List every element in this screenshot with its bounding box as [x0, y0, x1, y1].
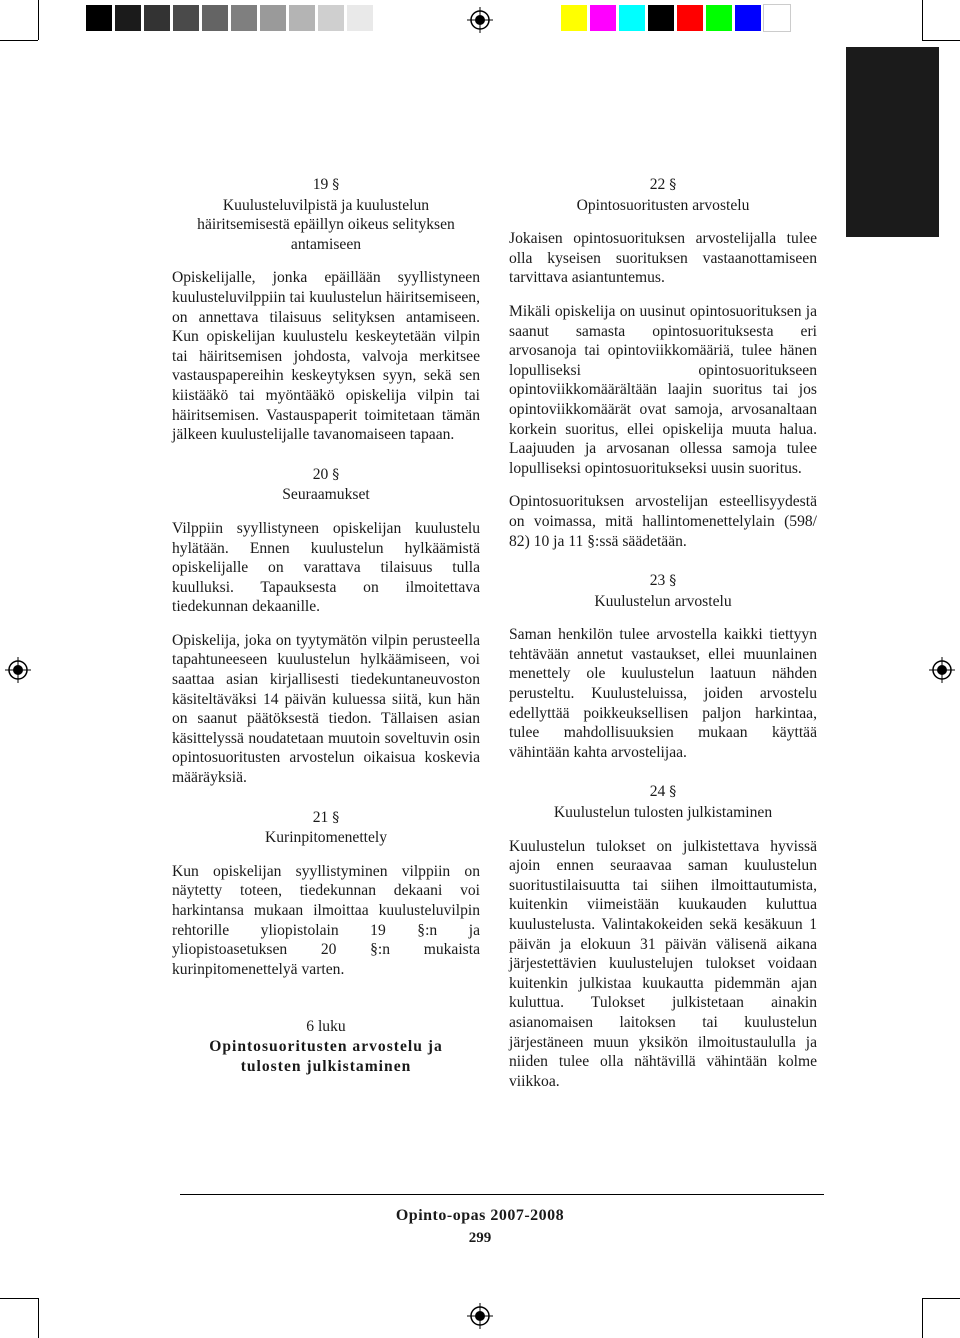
page-number: 299: [468, 1230, 492, 1246]
color-swatch: [648, 5, 674, 31]
section-22-paragraph: Jokaisen opintosuorituksen arvostelijalla tulee olla kyseisen suorituksen vastaanottamiseen tarvittava asiantuntemus.: [509, 230, 817, 287]
color-swatch: [619, 5, 645, 31]
section-21-heading: [172, 808, 480, 848]
color-swatch: [144, 5, 170, 31]
section-title-line: häiritsemisestä epäillyn oikeus selityksen: [197, 216, 455, 234]
color-swatch: [590, 5, 616, 31]
section-sign: §: [669, 573, 677, 590]
section-23-paragraph: Saman henkilön tulee arvostella kaikki tiettyyn tehtävään annetut vastaukset, ellei muunlainen menettely ole kuulustelun laatuun nähden perusteltu. Kuulusteluissa, joiden arvostelu edellyttää poikkeuksellisen paljon harkintaa, tulee mahdollisuuksien mukaan käyttää vähintään kahta arvostelijaa.: [509, 626, 817, 761]
section-sign: §: [332, 466, 340, 483]
registration-mark-icon: [467, 1303, 493, 1329]
registration-mark-icon: [5, 657, 31, 683]
color-swatch: [561, 5, 587, 31]
section-22-heading: [509, 175, 817, 215]
registration-mark-icon: [467, 7, 493, 33]
section-22-paragraph: Opintosuorituksen arvostelijan esteellisyydestä on voimassa, mitä hallintomenettelylain (598/ 82) 10 ja 11 §:ssä säädetään.: [509, 493, 817, 550]
section-title-line: Kuulusteluvilpistä ja kuulustelun: [222, 196, 430, 214]
color-swatch: [289, 5, 315, 31]
crop-mark: [922, 1298, 923, 1338]
thumb-index-tab: [846, 47, 939, 237]
chapter-heading: [172, 1017, 480, 1076]
crop-mark: [38, 1298, 39, 1338]
section-title: Seuraamukset: [282, 486, 370, 504]
chapter-title-line: tulosten julkistaminen: [240, 1057, 412, 1075]
section-21-paragraph: Kun opiskelijan syyllistyminen vilppiin on näytetty toteen, tiedekunnan dekaani voi harkintansa mukaan ilmoittaa kuulusteluvilpin rehtorille yliopistolain 19 §:n ja yliopistoasetuksen 20 §:n mukaista kurinpitomenettelyä varten.: [172, 862, 480, 978]
color-swatch: [677, 5, 703, 31]
section-number: 23: [649, 572, 666, 590]
color-swatch: [318, 5, 344, 31]
section-title-line: antamiseen: [290, 235, 362, 253]
section-number: 19: [312, 176, 329, 193]
crop-mark: [922, 40, 960, 41]
color-swatch: [86, 5, 112, 31]
section-19-heading: [172, 175, 480, 254]
color-swatch: [706, 5, 732, 31]
section-20-heading: [172, 465, 480, 505]
footer-title: Opinto-opas 2007-2008: [395, 1207, 565, 1224]
color-swatch: [260, 5, 286, 31]
crop-mark: [0, 1298, 38, 1299]
section-number: 22: [649, 176, 666, 193]
section-24-paragraph: Kuulustelun tulokset on julkistettava hyvissä ajoin ennen seuraavaa saman kuulustelun suoritustilaisuutta tai siihen ilmoittautumista, kuitenkin viimeistään kuukauden kuluttua kuulustelusta. Valintakokeiden sekä kesäkuun 1 päivän ja elokuun 31 päivän välisenä aikana järjestettävien kuulustelujen tulokset voidaan kuitenkin julkistaa kuukautta pidemmän ajan kuluttua. Tulokset julkistetaan ainakin asianomaisen laitoksen tai kuulustelun järjestäneen muun yksikön ilmoitustaululla ja niiden tulee olla nähtävillä vähintään kolme viikkoa.: [509, 837, 817, 1090]
section-19-paragraph: Opiskelijalle, jonka epäillään syyllistyneen kuulusteluvilppiin tai kuulustelun häiritsemiseen, on annettava tilaisuus selityksen antamiseen. Kun opiskelijan kuulustelu keskeytetään vilpin tai häiritsemisen johdosta, valvoja merkitsee vastauspapereihin keskeytyksen syyn, sekä sen kiistääkö tai myöntääkö opiskelija vilpin tai häiritsemisen. Vastauspaperit toimitetaan tämän jälkeen kuulustelijalle tavanomaiseen tapaan.: [172, 269, 480, 444]
section-title: Opintosuoritusten arvostelu: [576, 196, 750, 214]
section-24-heading: [509, 782, 817, 822]
chapter-title-line: Opintosuoritusten arvostelu ja: [209, 1037, 443, 1055]
section-sign: §: [669, 177, 677, 193]
color-swatch: [115, 5, 141, 31]
section-title: Kurinpitomenettely: [264, 829, 388, 847]
section-sign: §: [332, 177, 340, 193]
section-title: Kuulustelun tulosten julkistaminen: [553, 804, 773, 822]
color-swatch: [735, 5, 761, 31]
section-23-heading: [509, 571, 817, 611]
section-sign: §: [669, 784, 677, 801]
color-swatch: [231, 5, 257, 31]
color-swatch: [202, 5, 228, 31]
section-20-paragraph: Vilppiin syyllistyneen opiskelijan kuulustelu hylätään. Ennen kuulustelun hylkäämistä opiskelijalle on varattava tilaisuus tulla kuulluksi. Tapauksesta on ilmoitettava tiedekunnan dekaanille.: [172, 519, 480, 616]
color-swatch: [173, 5, 199, 31]
section-22-paragraph: Mikäli opiskelija on uusinut opintosuorituksen ja saanut samasta opintosuorituksesta eri arvosanoja tai opintoviikkomääriä, tulee hänen lopulliseksi opintosuoritukseen opintoviikkomäärältään laajin suoritus tai jos opintoviikkomäärät ovat samoja, arvosanaltaan korkein suoritus, ellei opiskelija muuta halua. Laajuuden ja arvosanan ollessa samoja tulee lopulliseksi opintosuoritukseksi uusin suoritus.: [509, 302, 817, 477]
crop-mark: [0, 40, 38, 41]
chapter-number: 6 luku: [306, 1018, 346, 1036]
left-column: [172, 175, 480, 1076]
section-number: 21: [312, 808, 329, 826]
section-number: 24: [649, 783, 666, 801]
crop-mark: [922, 1298, 960, 1299]
right-column: [509, 175, 817, 1091]
section-title: Kuulustelun arvostelu: [594, 592, 732, 610]
registration-mark-icon: [929, 657, 955, 683]
color-swatch: [764, 5, 790, 31]
color-swatch: [347, 5, 373, 31]
footer-rule: [180, 1194, 824, 1195]
section-20-paragraph: Opiskelija, joka on tyytymätön vilpin perusteella tapahtuneeseen kuulustelun hylkäämiseen, voi saattaa asian kirjallisesti tiedekuntaneuvoston käsiteltäväksi 14 päivän kuluessa siitä, kun hän on saanut päätöksestä tiedon. Tällaisen asian käsittelyssä noudatetaan muutoin soveltuvin osin opintosuoritusten arvostelun oikaisua koskevia määräyksiä.: [172, 631, 480, 787]
section-sign: §: [332, 809, 340, 826]
crop-mark: [922, 0, 923, 40]
section-number: 20: [312, 465, 329, 483]
crop-mark: [38, 0, 39, 40]
